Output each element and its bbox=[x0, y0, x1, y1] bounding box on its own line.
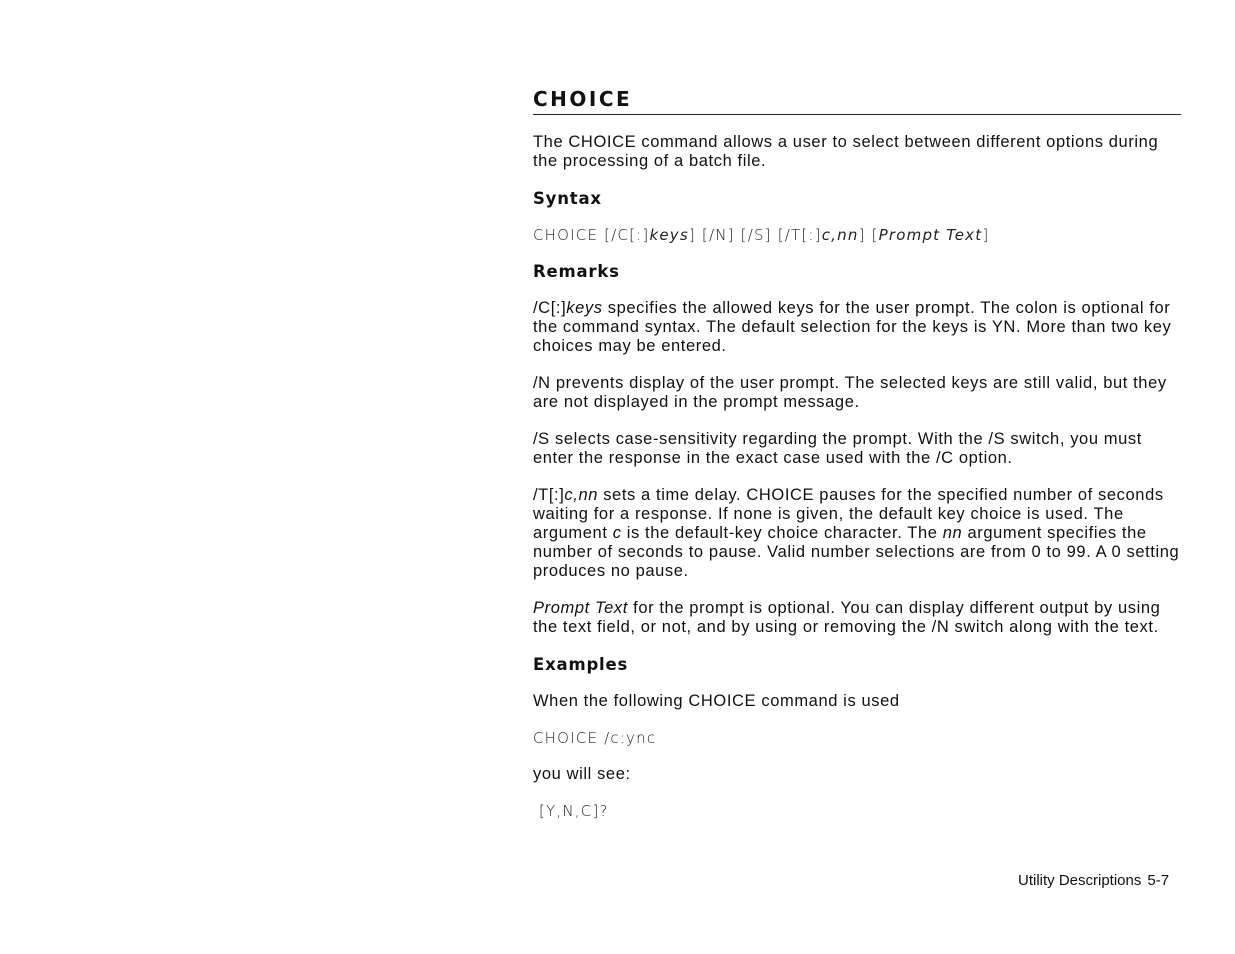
example-intro: When the following CHOICE command is used bbox=[533, 692, 900, 710]
remark-prompt-italic: Prompt Text bbox=[533, 599, 628, 617]
syntax-heading: Syntax bbox=[533, 189, 602, 208]
remark-s-switch: /S selects case-sensitivity regarding the prompt. With the /S switch, you must enter the response in the exact case used with the /C option. bbox=[533, 430, 1142, 467]
syntax-line bbox=[533, 226, 1181, 245]
document-page bbox=[533, 86, 1181, 838]
syntax-part-3: ] [ bbox=[858, 226, 879, 244]
remark-t-prefix: /T[:] bbox=[533, 486, 565, 504]
remark-n-switch: /N prevents display of the user prompt. The selected keys are still valid, but they are not displayed in the prompt message. bbox=[533, 374, 1167, 411]
remark-t-cnn: c,nn bbox=[564, 486, 599, 504]
footer-section: Utility Descriptions bbox=[1018, 872, 1142, 889]
syntax-prompt: Prompt Text bbox=[878, 226, 983, 244]
remark-c-keys: keys bbox=[566, 299, 603, 317]
remark-t-text-2: is the default-key choice character. The bbox=[621, 524, 943, 542]
syntax-cnn: c,nn bbox=[821, 226, 859, 244]
page-title: CHOICE bbox=[533, 87, 633, 111]
syntax-part-4: ] bbox=[982, 226, 990, 244]
remark-t-c: c bbox=[612, 524, 622, 542]
syntax-part-1: CHOICE [/C[:] bbox=[533, 226, 650, 244]
footer-page-number: 5-7 bbox=[1147, 872, 1170, 889]
example-output: [Y,N,C]? bbox=[539, 802, 609, 820]
remark-prompt-body: for the prompt is optional. You can display different output by using the text field, or not, and by using or removing the /N switch along with the text. bbox=[533, 599, 1161, 636]
title-rule bbox=[533, 86, 1181, 115]
remark-t-switch bbox=[533, 486, 1181, 581]
examples-heading: Examples bbox=[533, 655, 629, 674]
syntax-keys: keys bbox=[649, 226, 689, 244]
remarks-heading: Remarks bbox=[533, 262, 620, 281]
example-result-intro: you will see: bbox=[533, 765, 631, 783]
remark-t-nn: nn bbox=[942, 524, 963, 542]
page-footer bbox=[1018, 872, 1169, 889]
remark-c-switch bbox=[533, 299, 1181, 356]
syntax-part-2: ] [/N] [/S] [/T[:] bbox=[688, 226, 822, 244]
remark-t-text-3: argument specifies the number of seconds to pause. Valid number selections are from 0 to 99. A 0 setting produces no pause. bbox=[533, 524, 1180, 580]
remark-c-text: specifies the allowed keys for the user prompt. The colon is optional for the command syntax. The default selection for the keys is YN. More than two key choices may be entered. bbox=[533, 299, 1172, 355]
example-command: CHOICE /c:ync bbox=[533, 729, 657, 747]
remark-prompt-text bbox=[533, 599, 1181, 637]
remark-t-text-1: sets a time delay. CHOICE pauses for the specified number of seconds waiting for a response. If none is given, the default key choice is used. The argument bbox=[533, 486, 1164, 542]
remark-c-prefix: /C[:] bbox=[533, 299, 567, 317]
intro-paragraph: The CHOICE command allows a user to select between different options during the processing of a batch file. bbox=[533, 133, 1159, 170]
